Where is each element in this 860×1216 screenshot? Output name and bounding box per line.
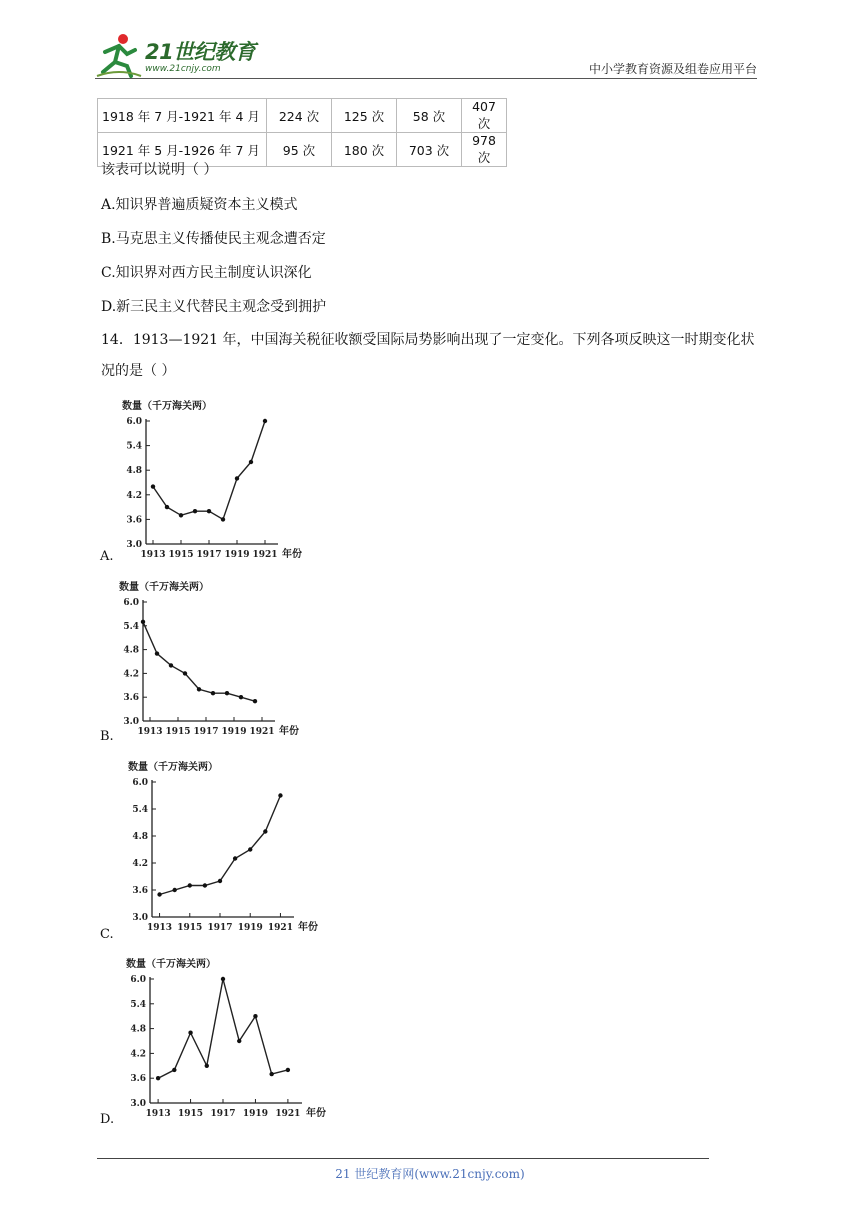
data-point xyxy=(269,1072,273,1076)
data-point xyxy=(263,829,267,833)
y-tick-label: 3.0 xyxy=(126,540,142,550)
x-tick-label: 1919 xyxy=(242,1109,268,1119)
x-tick-label: 1913 xyxy=(137,727,163,737)
data-point xyxy=(155,651,159,655)
y-tick-label: 4.8 xyxy=(123,645,139,656)
chart-title: 数量（千万海关两） xyxy=(119,582,209,593)
data-point xyxy=(157,892,161,896)
table-cell: 58 次 xyxy=(397,99,462,133)
runner-icon xyxy=(95,32,143,78)
x-tick-label: 1921 xyxy=(267,923,293,933)
y-tick-label: 3.0 xyxy=(123,717,139,727)
data-point xyxy=(165,505,169,509)
data-point xyxy=(253,1014,257,1018)
y-tick-label: 4.8 xyxy=(132,832,148,842)
data-point xyxy=(179,513,183,517)
data-point xyxy=(188,883,192,887)
x-tick-label: 1917 xyxy=(196,550,222,560)
data-point xyxy=(169,663,173,667)
x-tick-label: 1921 xyxy=(249,727,275,737)
data-point xyxy=(172,888,176,892)
table-row xyxy=(98,99,507,133)
page-header xyxy=(95,30,757,82)
chart-title: 数量（千万海关两） xyxy=(122,401,212,412)
x-tick-label: 1919 xyxy=(224,550,250,560)
x-tick-label: 1919 xyxy=(237,923,263,933)
data-point xyxy=(151,484,155,488)
data-point xyxy=(286,1068,290,1072)
x-tick-label: 1917 xyxy=(193,727,219,737)
x-tick-label: 1913 xyxy=(140,550,166,560)
y-tick-label: 6.0 xyxy=(130,975,146,985)
data-point xyxy=(221,517,225,521)
data-point xyxy=(203,883,207,887)
y-tick-label: 3.0 xyxy=(132,913,148,923)
q13-option-b[interactable]: B.马克思主义传播使民主观念遭否定 xyxy=(101,231,326,247)
y-tick-label: 4.8 xyxy=(130,1024,146,1035)
y-tick-label: 5.4 xyxy=(132,805,148,815)
data-point xyxy=(248,847,252,851)
table-cell: 407 次 xyxy=(462,99,507,133)
x-axis-label: 年份 xyxy=(298,922,318,933)
logo-url: www.21cnjy.com xyxy=(145,64,221,74)
site-logo xyxy=(95,32,265,78)
table-cell: 180 次 xyxy=(332,133,397,167)
y-tick-label: 6.0 xyxy=(126,417,142,427)
q13-option-c[interactable]: C.知识界对西方民主制度认识深化 xyxy=(101,265,312,281)
x-tick-label: 1921 xyxy=(275,1109,301,1119)
platform-name: 中小学教育资源及组卷应用平台 xyxy=(588,62,757,76)
x-tick-label: 1915 xyxy=(168,550,194,560)
data-point xyxy=(221,977,225,981)
logo-text: 21世纪教育 xyxy=(145,40,256,64)
data-point xyxy=(249,460,253,464)
table-cell: 95 次 xyxy=(267,133,332,167)
table-cell: 125 次 xyxy=(332,99,397,133)
x-tick-label: 1917 xyxy=(210,1109,236,1119)
option-label-a[interactable]: A. xyxy=(100,549,114,564)
table-cell: 1921 年 5 月-1926 年 7 月 xyxy=(98,133,267,167)
x-tick-label: 1919 xyxy=(221,727,247,737)
y-tick-label: 5.4 xyxy=(130,999,146,1010)
series-line xyxy=(158,979,288,1078)
y-tick-label: 5.4 xyxy=(126,441,142,452)
x-axis-label: 年份 xyxy=(306,1108,326,1119)
footer-divider xyxy=(97,1158,709,1159)
table-cell: 978 次 xyxy=(462,133,507,167)
y-tick-label: 3.6 xyxy=(130,1074,146,1085)
x-tick-label: 1915 xyxy=(165,727,191,737)
x-tick-label: 1921 xyxy=(252,550,278,560)
data-point xyxy=(235,476,239,480)
data-point xyxy=(237,1039,241,1043)
y-tick-label: 4.2 xyxy=(130,1049,146,1060)
chart-option-c xyxy=(118,758,343,938)
table-cell: 703 次 xyxy=(397,133,462,167)
data-point xyxy=(278,793,282,797)
x-tick-label: 1913 xyxy=(147,923,173,933)
option-label-c[interactable]: C. xyxy=(100,927,114,942)
x-axis-label: 年份 xyxy=(282,549,302,560)
y-tick-label: 6.0 xyxy=(123,598,139,608)
x-tick-label: 1915 xyxy=(178,1109,204,1119)
data-point xyxy=(156,1076,160,1080)
table-cell: 1918 年 7 月-1921 年 4 月 xyxy=(98,99,267,133)
chart-title: 数量（千万海关两） xyxy=(126,959,216,970)
data-point xyxy=(205,1064,209,1068)
chart-option-d xyxy=(118,955,348,1125)
data-point xyxy=(141,620,145,624)
data-point xyxy=(239,695,243,699)
data-point xyxy=(263,419,267,423)
y-tick-label: 6.0 xyxy=(132,778,148,788)
option-label-b[interactable]: B. xyxy=(100,729,114,744)
data-point xyxy=(193,509,197,513)
header-divider xyxy=(95,78,757,79)
footer-text: 21 世纪教育网(www.21cnjy.com) xyxy=(335,1167,525,1181)
chart-option-a xyxy=(118,395,328,560)
y-tick-label: 4.2 xyxy=(123,669,139,680)
data-point xyxy=(183,671,187,675)
data-point xyxy=(233,856,237,860)
table-cell: 224 次 xyxy=(267,99,332,133)
data-point xyxy=(218,879,222,883)
data-point xyxy=(211,691,215,695)
y-tick-label: 3.0 xyxy=(130,1099,146,1109)
series-line xyxy=(153,421,265,519)
y-tick-label: 3.6 xyxy=(132,886,148,896)
y-tick-label: 4.2 xyxy=(126,490,142,501)
chart-title: 数量（千万海关两） xyxy=(128,762,218,773)
y-tick-label: 3.6 xyxy=(126,515,142,526)
data-point xyxy=(188,1031,192,1035)
y-tick-label: 4.8 xyxy=(126,466,142,477)
data-point xyxy=(197,687,201,691)
q14-stem: 14．1913—1921 年，中国海关税征收额受国际局势影响出现了一定变化。下列各项反映这一时期变化状况的是（ ） xyxy=(101,332,755,379)
q13-stem: 该表可以说明（ ） xyxy=(101,162,218,178)
option-label-d[interactable]: D. xyxy=(100,1112,115,1127)
data-point xyxy=(172,1068,176,1072)
y-tick-label: 4.2 xyxy=(132,859,148,869)
chart-option-b xyxy=(113,578,323,738)
data-point xyxy=(207,509,211,513)
data-point xyxy=(225,691,229,695)
x-tick-label: 1915 xyxy=(177,923,203,933)
y-tick-label: 3.6 xyxy=(123,693,139,704)
q13-option-a[interactable]: A.知识界普遍质疑资本主义模式 xyxy=(101,197,298,213)
x-tick-label: 1913 xyxy=(145,1109,171,1119)
y-tick-label: 5.4 xyxy=(123,621,139,632)
q13-option-d[interactable]: D.新三民主义代替民主观念受到拥护 xyxy=(101,299,327,315)
data-table xyxy=(97,98,507,167)
x-tick-label: 1917 xyxy=(207,923,233,933)
data-point xyxy=(253,699,257,703)
x-axis-label: 年份 xyxy=(279,726,299,737)
